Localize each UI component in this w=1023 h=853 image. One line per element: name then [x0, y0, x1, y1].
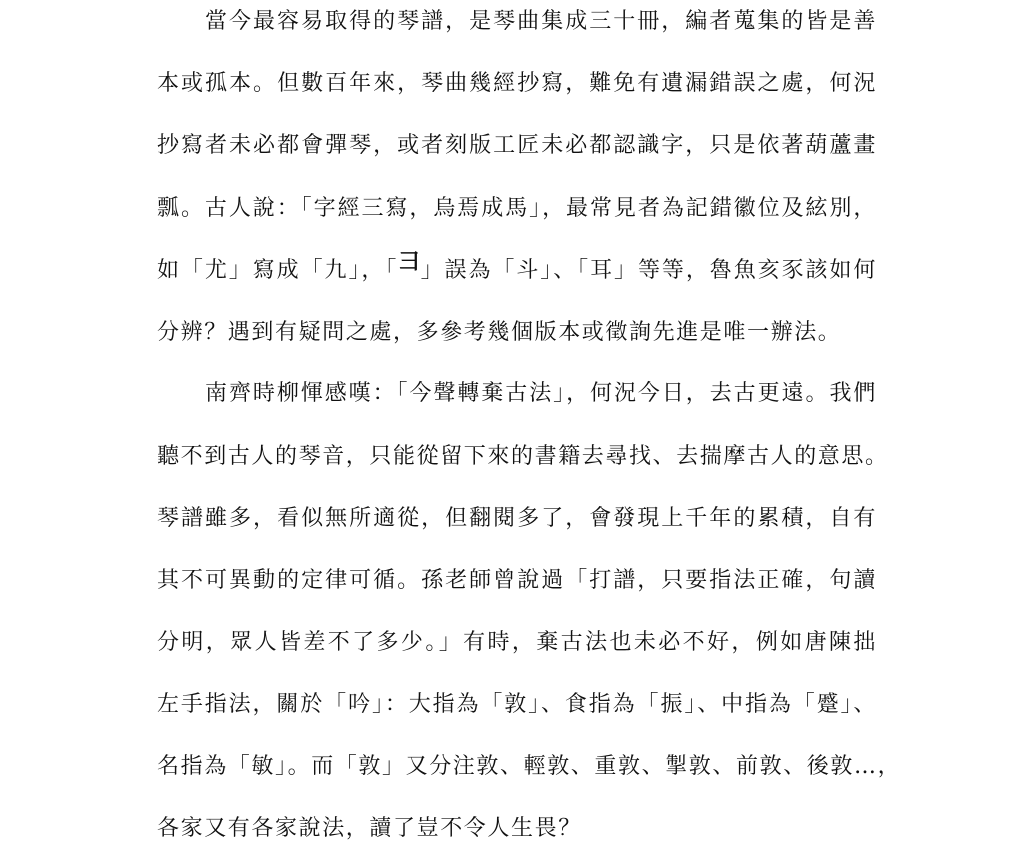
paragraph-1-line-1: 當今最容易取得的琴譜，是琴曲集成三十冊，編者蒐集的皆是善 [205, 9, 877, 34]
variant-character-glyph: 彐 [398, 250, 421, 275]
paragraph-1-line-4: 瓢。古人說：「字經三寫，烏焉成馬」，最常見者為記錯徽位及絃別， [157, 196, 877, 221]
paragraph-2-line-7: 名指為「敏」。而「敦」又分注敦、輕敦、重敦、掣敦、前敦、後敦…， [157, 754, 902, 779]
paragraph-2-line-2: 聽不到古人的琴音，只能從留下來的書籍去尋找、去揣摩古人的意思。 [157, 444, 889, 469]
paragraph-1-line-3: 抄寫者未必都會彈琴，或者刻版工匠未必都認識字，只是依著葫蘆畫 [157, 133, 877, 158]
paragraph-1-line-2: 本或孤本。但數百年來，琴曲幾經抄寫，難免有遺漏錯誤之處，何況 [157, 71, 877, 96]
line-5-after: 」誤為「斗」、「耳」等等，魯魚亥豕該如何 [420, 258, 877, 283]
paragraph-1-line-5 [157, 250, 877, 288]
paragraph-2-line-1: 南齊時柳惲感嘆：「今聲轉棄古法」，何況今日，去古更遠。我們 [205, 381, 877, 406]
paragraph-2-line-4: 其不可異動的定律可循。孫老師曾說過「打譜，只要指法正確，句讀 [157, 568, 877, 593]
paragraph-2-line-6: 左手指法，關於「吟」：大指為「敦」、食指為「振」、中指為「蹙」、 [157, 692, 877, 717]
paragraph-2-line-5: 分明，眾人皆差不了多少。」有時，棄古法也未必不好，例如唐陳拙 [157, 630, 877, 655]
paragraph-1-line-6: 分辨？遇到有疑問之處，多參考幾個版本或徵詢先進是唯一辦法。 [157, 320, 842, 345]
paragraph-2-line-3: 琴譜雖多，看似無所適從，但翻閱多了，會發現上千年的累積，自有 [157, 506, 877, 531]
paragraph-2-line-8: 各家又有各家說法，讀了豈不令人生畏？ [157, 816, 582, 841]
line-5-before: 如「尤」寫成「九」，「 [157, 258, 399, 283]
